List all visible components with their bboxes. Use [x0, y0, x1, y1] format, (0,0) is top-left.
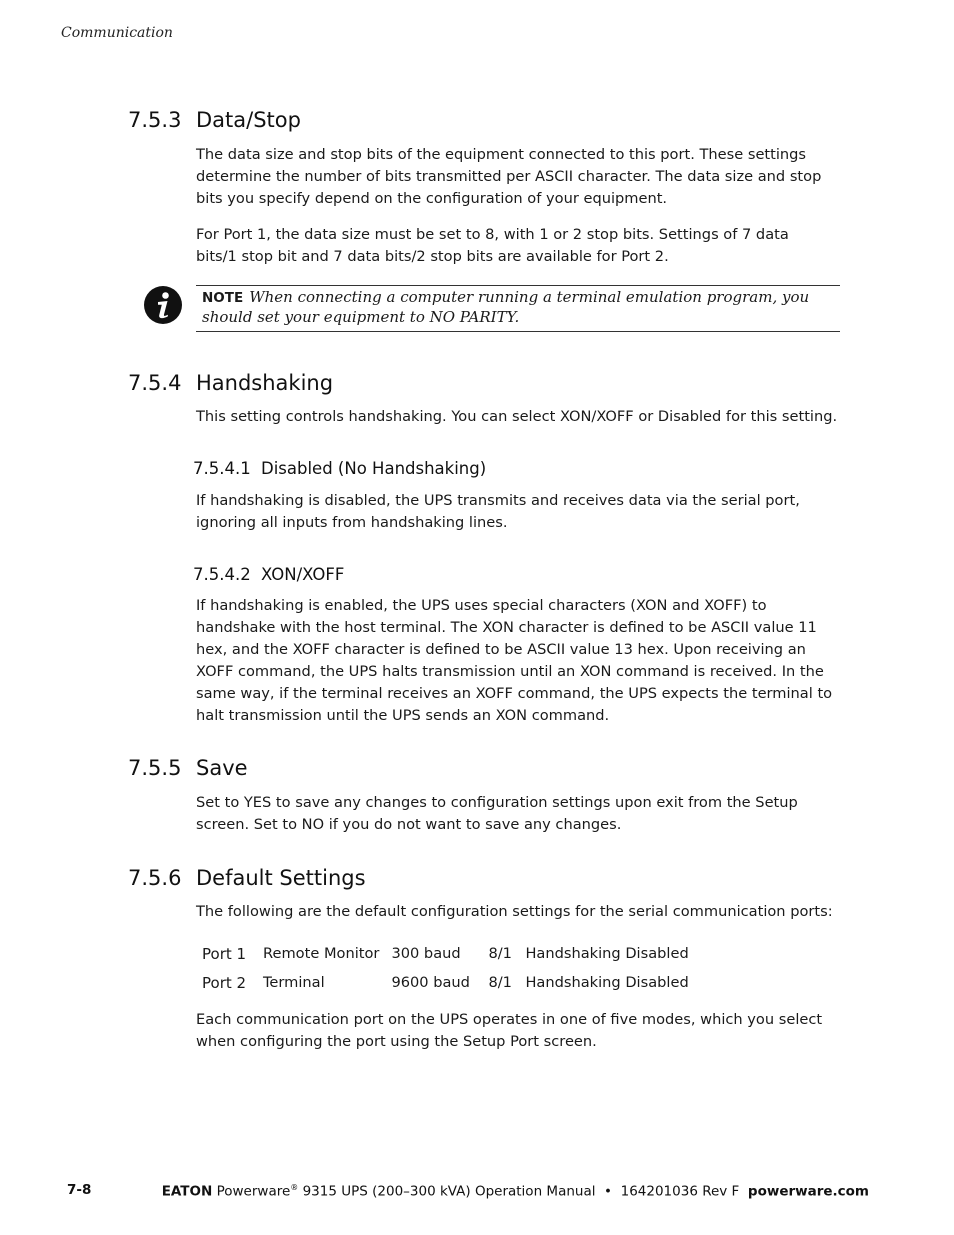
footer-product: Powerware [216, 1183, 291, 1200]
table-cell: 9600 baud [391, 974, 470, 991]
paragraph: Set to YES to save any changes to configuration settings upon exit from the Setup screen. Set to NO if you do not want to save any changes. [196, 794, 798, 833]
paragraph: This setting controls handshaking. You can select XON/XOFF or Disabled for this setting. [196, 408, 838, 425]
section-number: 7.5.6 [128, 866, 182, 890]
section-heading-save [128, 756, 248, 780]
section-title: Data/Stop [196, 108, 301, 132]
section-number: 7.5.5 [128, 756, 182, 780]
paragraph: Each communication port on the UPS operates in one of five modes, which you select when configuring the port using the Setup Port screen. [196, 1011, 823, 1050]
table-cell: Handshaking Disabled [525, 974, 689, 991]
table-cell: Port 2 [202, 973, 247, 992]
paragraph: For Port 1, the data size must be set to 8, with 1 or 2 stop bits. Settings of 7 data bits/1 stop bit and 7 data bits/2 stop bits are available for Port 2. [196, 226, 789, 265]
footer-brand: EATON [161, 1183, 213, 1200]
table-cell: Terminal [263, 974, 325, 991]
info-icon [143, 285, 183, 325]
paragraph: If handshaking is disabled, the UPS transmits and receives data via the serial port, ignoring all inputs from handshaking lines. [196, 492, 800, 531]
section-heading-default-settings [128, 866, 366, 890]
table-row [196, 968, 695, 997]
table-cell: Handshaking Disabled [525, 945, 689, 962]
subsection-heading-xon-xoff [193, 565, 344, 584]
note-label: NOTE [202, 290, 244, 306]
paragraph: If handshaking is enabled, the UPS uses special characters (XON and XOFF) to handshake with the host terminal. The XON character is defined to be ASCII value 11 hex, and the XOFF character is defined to be ASCII value 13 hex. Upon receiving an XOFF command, the UPS halts transmission until an XON command is received. In the same way, if the terminal receives an XOFF command, the UPS expects the terminal to halt transmission until the UPS sends an XON command. [196, 597, 833, 724]
footer-rest: 9315 UPS (200–300 kVA) Operation Manual • 164201036 Rev F [298, 1183, 748, 1200]
section-number: 7.5.4 [128, 371, 182, 395]
note-text [202, 288, 832, 327]
table-cell: 8/1 [488, 945, 512, 962]
paragraph: The data size and stop bits of the equipment connected to this port. These settings determine the number of bits transmitted per ASCII character. The data size and stop bits you specify depend on the configuration of your equipment. [196, 146, 822, 207]
default-settings-table [196, 939, 695, 997]
note-body: When connecting a computer running a terminal emulation program, you should set your equipment to NO PARITY. [202, 288, 810, 326]
subsection-number: 7.5.4.2 [193, 565, 251, 584]
note-box [196, 285, 840, 332]
section-title: Default Settings [196, 866, 366, 890]
subsection-title: XON/XOFF [261, 565, 345, 584]
subsection-heading-disabled [193, 459, 486, 478]
table-row [196, 939, 695, 968]
footer-reg: ® [290, 1183, 299, 1192]
section-heading-data-stop [128, 108, 301, 132]
subsection-title: Disabled (No Handshaking) [261, 459, 487, 478]
footer-site: powerware.com [747, 1183, 869, 1200]
page-number: 7-8 [67, 1182, 92, 1198]
section-heading-handshaking [128, 371, 333, 395]
running-head: Communication [61, 25, 173, 41]
section-title: Handshaking [196, 371, 334, 395]
footer-text [162, 1183, 869, 1200]
table-cell: 300 baud [391, 945, 461, 962]
table-cell: Remote Monitor [263, 945, 380, 962]
subsection-number: 7.5.4.1 [193, 459, 251, 478]
table-cell: Port 1 [202, 944, 247, 963]
table-cell: 8/1 [488, 974, 512, 991]
paragraph: The following are the default configuration settings for the serial communication ports: [196, 903, 833, 920]
section-title: Save [196, 756, 248, 780]
section-number: 7.5.3 [128, 108, 182, 132]
